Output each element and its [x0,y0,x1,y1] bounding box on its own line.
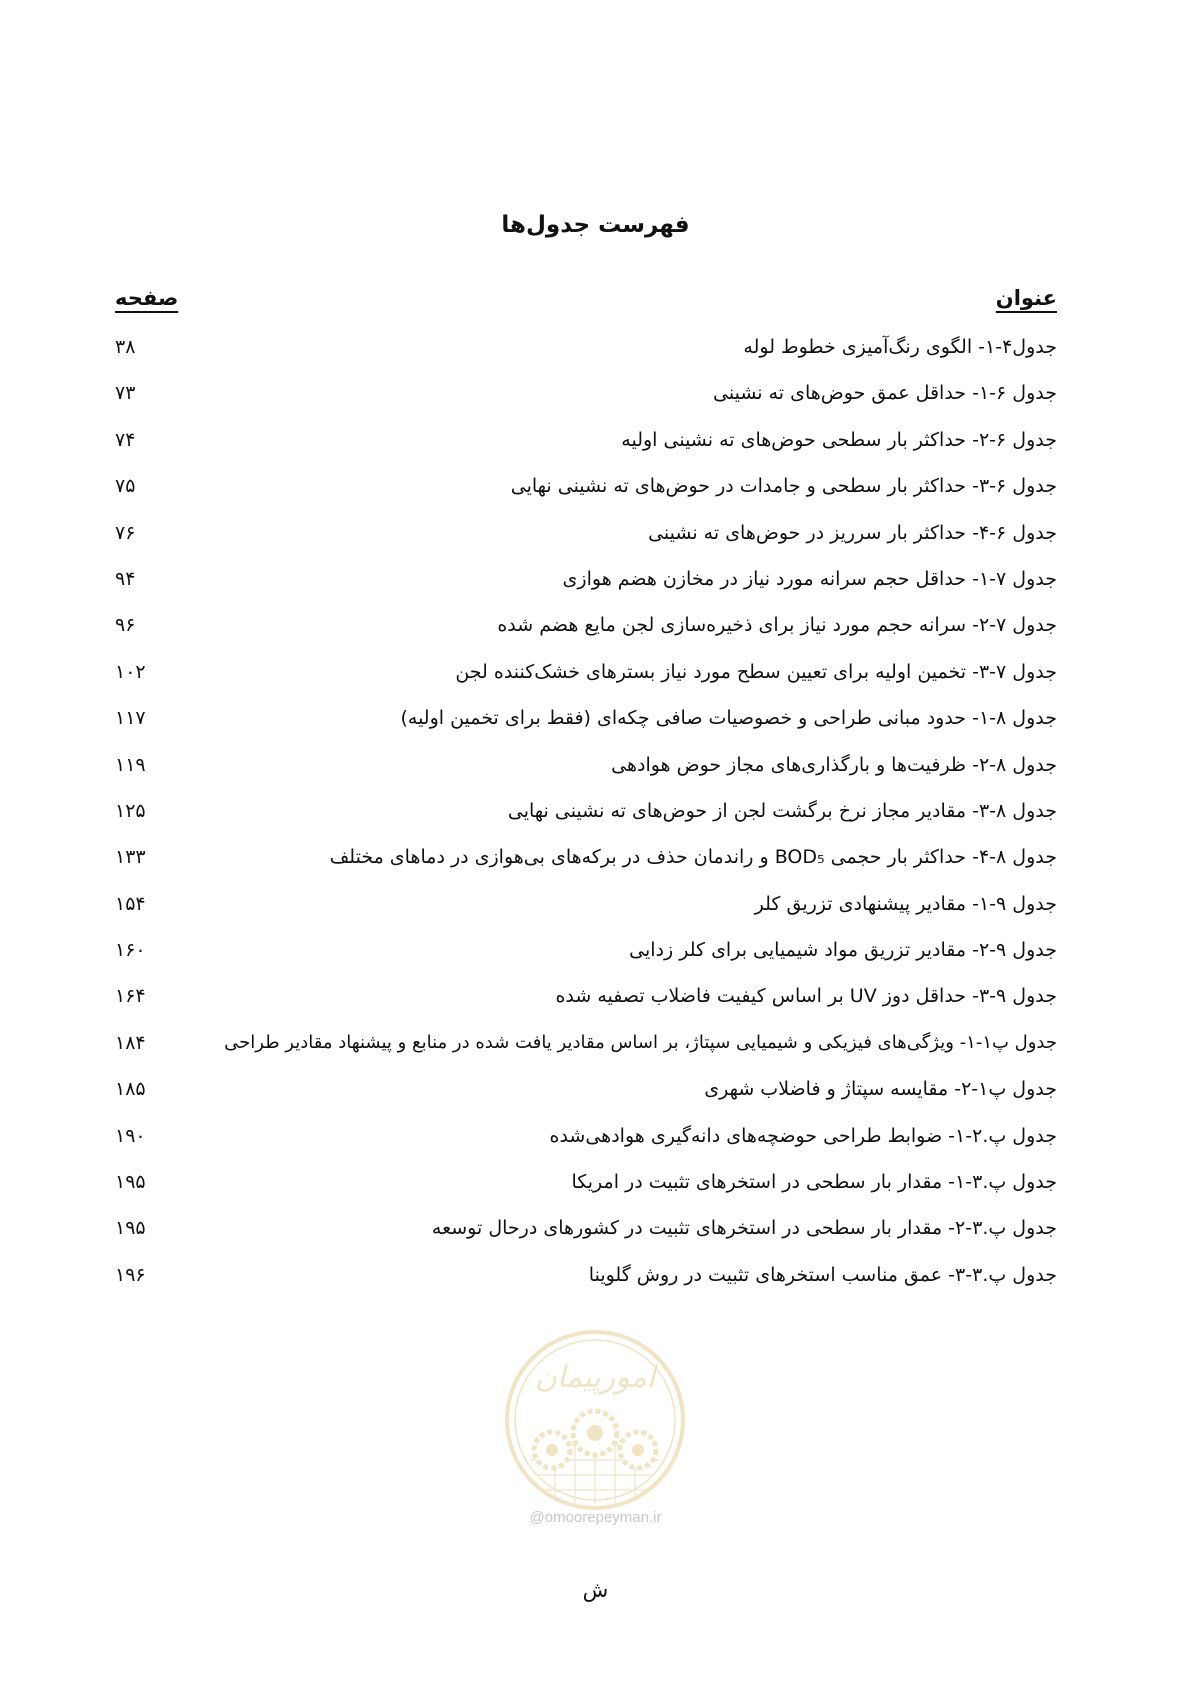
toc-entry-title: جدول ۶-۳- حداکثر بار سطحی و جامدات در حوض‌های ته نشینی نهایی [510,475,1057,498]
toc-entry-title: جدول ۶-۱- حداقل عمق حوض‌های ته نشینی [713,382,1057,405]
toc-entry-page: ۷۶ [115,521,136,544]
toc-entry [115,1168,1057,1214]
toc-entry-page: ۱۹۵ [115,1171,146,1194]
toc-entry-page: ۱۱۹ [115,753,146,776]
toc-entry [115,519,1057,565]
toc-entry [115,333,1057,379]
toc-entry-title: جدول ۷-۲- سرانه حجم مورد نیاز برای ذخیره‌سازی لجن مایع هضم شده [497,614,1057,637]
toc-entry-page: ۳۸ [115,336,136,358]
page-number: ش [582,1578,609,1602]
toc-entry-page: ۱۶۰ [115,939,146,962]
toc-entry [115,936,1057,982]
toc-entry-page: ۹۶ [115,614,136,637]
toc-entry [115,1029,1057,1075]
toc-entry-title: جدول ۹-۳- حداقل دوز UV بر اساس کیفیت فاضلاب تصفیه شده [555,985,1057,1008]
toc-entry [115,797,1057,843]
toc-entry-page: ۱۸۵ [115,1078,146,1101]
toc-list [115,333,1057,1307]
toc-entry-page: ۱۰۲ [115,660,146,683]
toc-entry-page: ۱۹۶ [115,1263,146,1286]
toc-entry-title: جدول ۸-۴- حداکثر بار حجمی BOD₅ و راندمان حذف در برکه‌های بی‌هوازی در دماهای مختلف [329,846,1057,869]
toc-entry-page: ۱۸۴ [115,1031,146,1054]
toc-entry-title: جدول ۷-۱- حداقل حجم سرانه مورد نیاز در مخازن هضم هوازی [562,567,1057,590]
toc-entry [115,751,1057,797]
toc-entry-title: جدول ۸-۳- مقادیر مجاز نرخ برگشت لجن از حوض‌های ته نشینی نهایی [507,799,1057,822]
toc-entry-page: ۷۵ [115,475,136,498]
toc-entry [115,565,1057,611]
toc-entry-title: جدول پ.۳-۱- مقدار بار سطحی در استخرهای تثبیت در امریکا [571,1171,1057,1194]
toc-entry [115,472,1057,518]
page-title: فهرست جدول‌ها [501,212,690,238]
title-column-heading: عنوان [995,286,1057,310]
toc-entry-title: جدول ۷-۳- تخمین اولیه برای تعیین سطح مورد نیاز بسترهای خشک‌کننده لجن [455,660,1057,683]
toc-entry-title: جدول پ۱-۱- ویژگی‌های فیزیکی و شیمیایی سپتاژ، بر اساس مقادیر یافت شده در منابع و پیشنهاد مقادیر طراحی [224,1031,1057,1053]
toc-entry-page: ۱۹۰ [115,1124,146,1147]
toc-entry [115,890,1057,936]
toc-entry-page: ۹۴ [115,567,136,590]
toc-entry [115,426,1057,472]
toc-entry-page: ۱۶۴ [115,985,146,1008]
toc-header-row [115,286,1057,320]
toc-entry [115,1122,1057,1168]
toc-entry-title: جدول۴-۱- الگوی رنگ‌آمیزی خطوط لوله [743,336,1057,358]
toc-entry [115,704,1057,750]
toc-entry-page: ۷۴ [115,428,136,451]
toc-entry-title: جدول پ۱-۲- مقایسه سپتاژ و فاضلاب شهری [704,1078,1057,1101]
toc-entry-title: جدول ۶-۴- حداکثر بار سرریز در حوض‌های ته نشینی [648,521,1057,544]
page-column-heading: صفحه [115,286,179,310]
watermark-url: @omoorepeyman.ir [529,1509,662,1526]
toc-entry-page: ۱۵۴ [115,892,146,915]
toc-entry [115,982,1057,1028]
toc-entry [115,611,1057,657]
toc-entry-page: ۱۳۳ [115,846,146,869]
toc-entry [115,379,1057,425]
toc-entry [115,1214,1057,1260]
toc-entry-title: جدول ۸-۱- حدود مبانی طراحی و خصوصیات صافی چکه‌ای (فقط برای تخمین اولیه) [400,707,1057,730]
toc-entry-title: جدول ۶-۲- حداکثر بار سطحی حوض‌های ته نشینی اولیه [621,428,1057,451]
toc-entry-page: ۱۱۷ [115,707,146,730]
toc-entry-title: جدول ۹-۲- مقادیر تزریق مواد شیمیایی برای کلر زدایی [629,939,1057,962]
toc-entry [115,658,1057,704]
toc-entry [115,1075,1057,1121]
toc-entry-page: ۷۳ [115,382,136,405]
toc-entry-page: ۱۲۵ [115,799,146,822]
toc-entry-title: جدول پ.۲-۱- ضوابط طراحی حوضچه‌های دانه‌گیری هوادهی‌شده [549,1124,1057,1147]
toc-entry-title: جدول پ.۳-۳- عمق مناسب استخرهای تثبیت در روش گلوینا [588,1263,1057,1286]
watermark-logo-text: امورپیمان [534,1360,656,1395]
toc-entry-page: ۱۹۵ [115,1217,146,1240]
toc-entry [115,843,1057,889]
toc-entry-title: جدول ۸-۲- ظرفیت‌ها و بارگذاری‌های مجاز حوض هوادهی [611,753,1057,776]
watermark-logo-icon [500,1325,690,1515]
toc-entry [115,1261,1057,1307]
toc-entry-title: جدول ۹-۱- مقادیر پیشنهادی تزریق کلر [754,892,1057,915]
toc-entry-title: جدول پ.۳-۲- مقدار بار سطحی در استخرهای تثبیت در کشورهای درحال توسعه [431,1217,1057,1240]
